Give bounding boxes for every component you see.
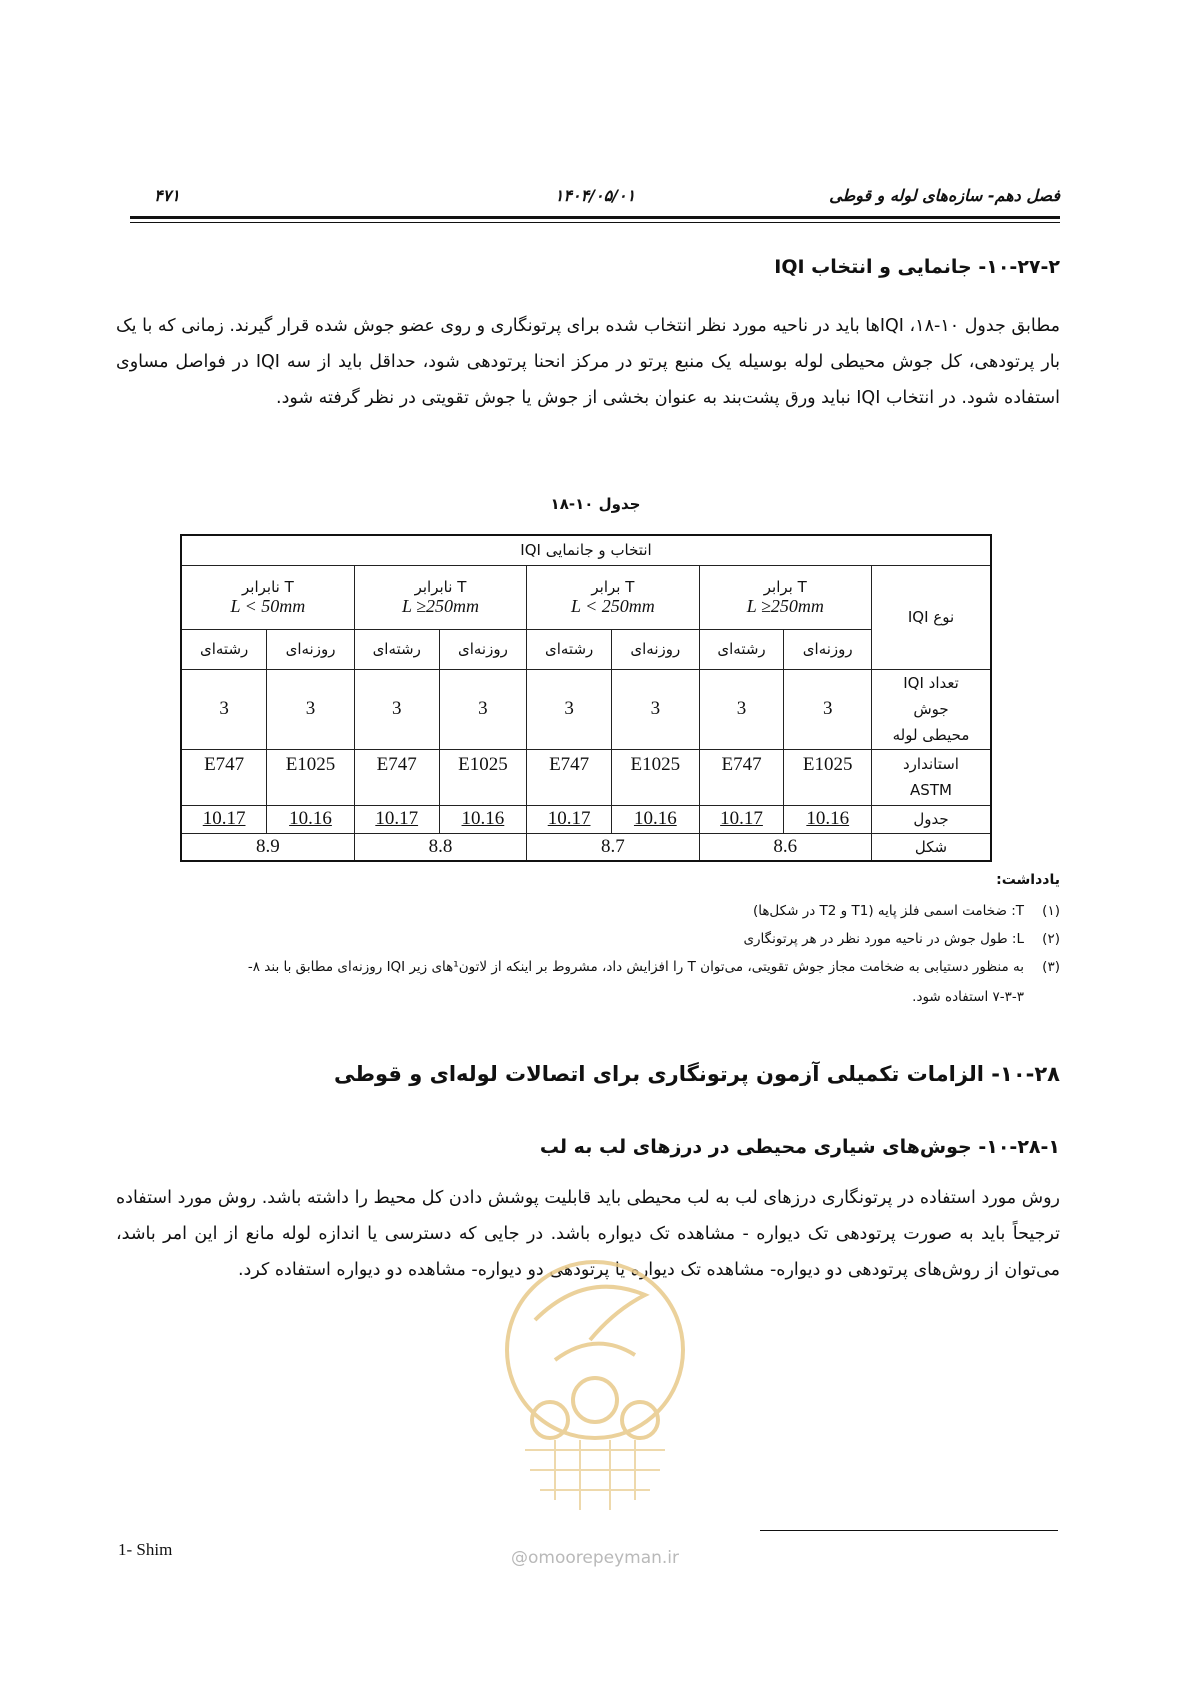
table-cell: 3 [181, 669, 267, 749]
group-t-label: T برابر [591, 577, 635, 596]
note-number: (۲) [1042, 931, 1060, 947]
table-cell: 3 [612, 669, 700, 749]
group-condition: L < 250mm [570, 595, 655, 616]
table-cell: 10.16 [612, 805, 700, 833]
table-cell: 3 [527, 669, 612, 749]
footnote: 1- Shim [118, 1540, 173, 1559]
page-number: ۴۷۱ [154, 186, 180, 205]
table-cell: E1025 [439, 749, 527, 805]
chapter-title: فصل دهم- سازه‌های لوله و قوطی [829, 186, 1060, 205]
sub-header-hole: روزنه‌ای [439, 629, 527, 669]
sub-header-wire: رشته‌ای [181, 629, 267, 669]
sub-header-wire: رشته‌ای [527, 629, 612, 669]
group-header [699, 565, 871, 629]
table-cell: 10.17 [354, 805, 439, 833]
table-cell: E1025 [784, 749, 872, 805]
table-cell: E747 [354, 749, 439, 805]
group-t-label: T برابر [763, 577, 807, 596]
group-condition: L ≥250mm [746, 595, 824, 616]
section-heading-circumferential-welds: ۱۰-۲۸-۱- جوش‌های شیاری محیطی در درزهای لب به لب [539, 1136, 1060, 1158]
note-item [118, 956, 1060, 978]
row-label: شکل [872, 833, 992, 861]
sub-header-hole: روزنه‌ای [267, 629, 355, 669]
sub-header-wire: رشته‌ای [354, 629, 439, 669]
iqi-selection-table [180, 534, 992, 862]
section-heading-iqi-placement: ۱۰-۲۷-۲- جانمایی و انتخاب IQI [774, 256, 1060, 278]
sub-header-hole: روزنه‌ای [612, 629, 700, 669]
note-text: به منظور دستیابی به ضخامت مجاز جوش تقویتی، می‌توان T را افزایش داد، مشروط بر اینکه از لاتون¹های زیر IQI روزنه‌ای مطابق با بند ۸- [247, 959, 1024, 975]
footnote-separator [760, 1530, 1058, 1531]
note-text: L: طول جوش در ناحیه مورد نظر در هر پرتونگاری [743, 931, 1024, 947]
publisher-seal-watermark [495, 1250, 695, 1540]
table-cell: 3 [267, 669, 355, 749]
sub-header-hole: روزنه‌ای [784, 629, 872, 669]
table-caption: جدول ۱۰-۱۸ [550, 495, 641, 513]
note-text: T: ضخامت اسمی فلز پایه (T1 و T2 در شکل‌ها) [752, 903, 1024, 919]
table-cell: 3 [784, 669, 872, 749]
header-rule-thin [130, 222, 1060, 223]
iqi-type-header: نوع IQI [872, 565, 992, 669]
note-item [743, 928, 1060, 950]
table-cell: 8.6 [699, 833, 871, 861]
note-continuation: ۷-۳-۳ استفاده شود. [912, 989, 1024, 1005]
note-number: (۱) [1042, 903, 1060, 919]
paragraph-iqi-placement: مطابق جدول ۱۰-۱۸، IQIها باید در ناحیه مورد نظر انتخاب شده برای پرتونگاری و روی عضو جوش شده قرار گیرند. زمانی که با یک بار پرتودهی، کل جوش محیطی لوله بوسیله یک منبع پرتو در مرکز انحنا پرتودهی شود، حداقل باید از سه IQI در فواصل مساوی استفاده شود. در انتخاب IQI نباید ورق پشت‌بند به عنوان بخشی از جوش یا جوش تقویتی در نظر گرفته شود. [116, 316, 1060, 408]
row-label: استاندارد ASTM [872, 749, 992, 805]
table-cell: E1025 [267, 749, 355, 805]
table-cell: 3 [354, 669, 439, 749]
table-cell: 8.7 [527, 833, 699, 861]
table-cell: 10.17 [699, 805, 784, 833]
table-cell: E747 [527, 749, 612, 805]
page-header [130, 186, 1060, 210]
table-cell: 10.17 [181, 805, 267, 833]
row-label: جدول [872, 805, 992, 833]
section-heading-supplementary-rt: ۱۰-۲۸- الزامات تکمیلی آزمون پرتونگاری برای اتصالات لوله‌ای و قوطی [333, 1062, 1060, 1086]
group-header [181, 565, 354, 629]
note-item [753, 900, 1060, 922]
group-condition: L < 50mm [230, 595, 306, 616]
table-cell: 8.8 [354, 833, 526, 861]
table-cell: 10.16 [439, 805, 527, 833]
table-cell: 3 [699, 669, 784, 749]
row-label: تعداد IQI جوش محیطی لوله [872, 669, 992, 749]
group-t-label: T نابرابر [242, 577, 294, 596]
group-header [354, 565, 526, 629]
header-date: ۱۴۰۴/۰۵/۰۱ [554, 186, 636, 205]
watermark-text: @omoorepeyman.ir [510, 1548, 680, 1568]
group-header [527, 565, 699, 629]
notes-heading: یادداشت: [996, 872, 1060, 888]
sub-header-wire: رشته‌ای [699, 629, 784, 669]
table-cell: 8.9 [181, 833, 354, 861]
paragraph-circumferential-welds: روش مورد استفاده در پرتونگاری درزهای لب به لب محیطی باید قابلیت پوشش دادن کل محیط را داشته باشد. روش مورد استفاده ترجیحاً باید به صورت پرتودهی تک دیواره - مشاهده تک دیواره باشد. در جایی که دسترسی یا اندازه لوله مانع از این امر باشد، می‌توان از روش‌های پرتودهی دو دیواره- مشاهده تک دیواره یا پرتودهی دو دیواره- مشاهده دو دیواره استفاده کرد. [116, 1188, 1060, 1280]
table-cell: E747 [181, 749, 267, 805]
table-cell: E747 [699, 749, 784, 805]
table-cell: 10.16 [784, 805, 872, 833]
table-cell: 3 [439, 669, 527, 749]
group-condition: L ≥250mm [401, 595, 480, 616]
table-title: انتخاب و جانمایی IQI [181, 535, 991, 565]
table-cell: 10.17 [527, 805, 612, 833]
group-t-label: T نابرابر [414, 577, 467, 596]
table-cell: E1025 [612, 749, 700, 805]
header-rule-thick [130, 216, 1060, 219]
note-number: (۳) [1042, 959, 1060, 975]
table-cell: 10.16 [267, 805, 355, 833]
